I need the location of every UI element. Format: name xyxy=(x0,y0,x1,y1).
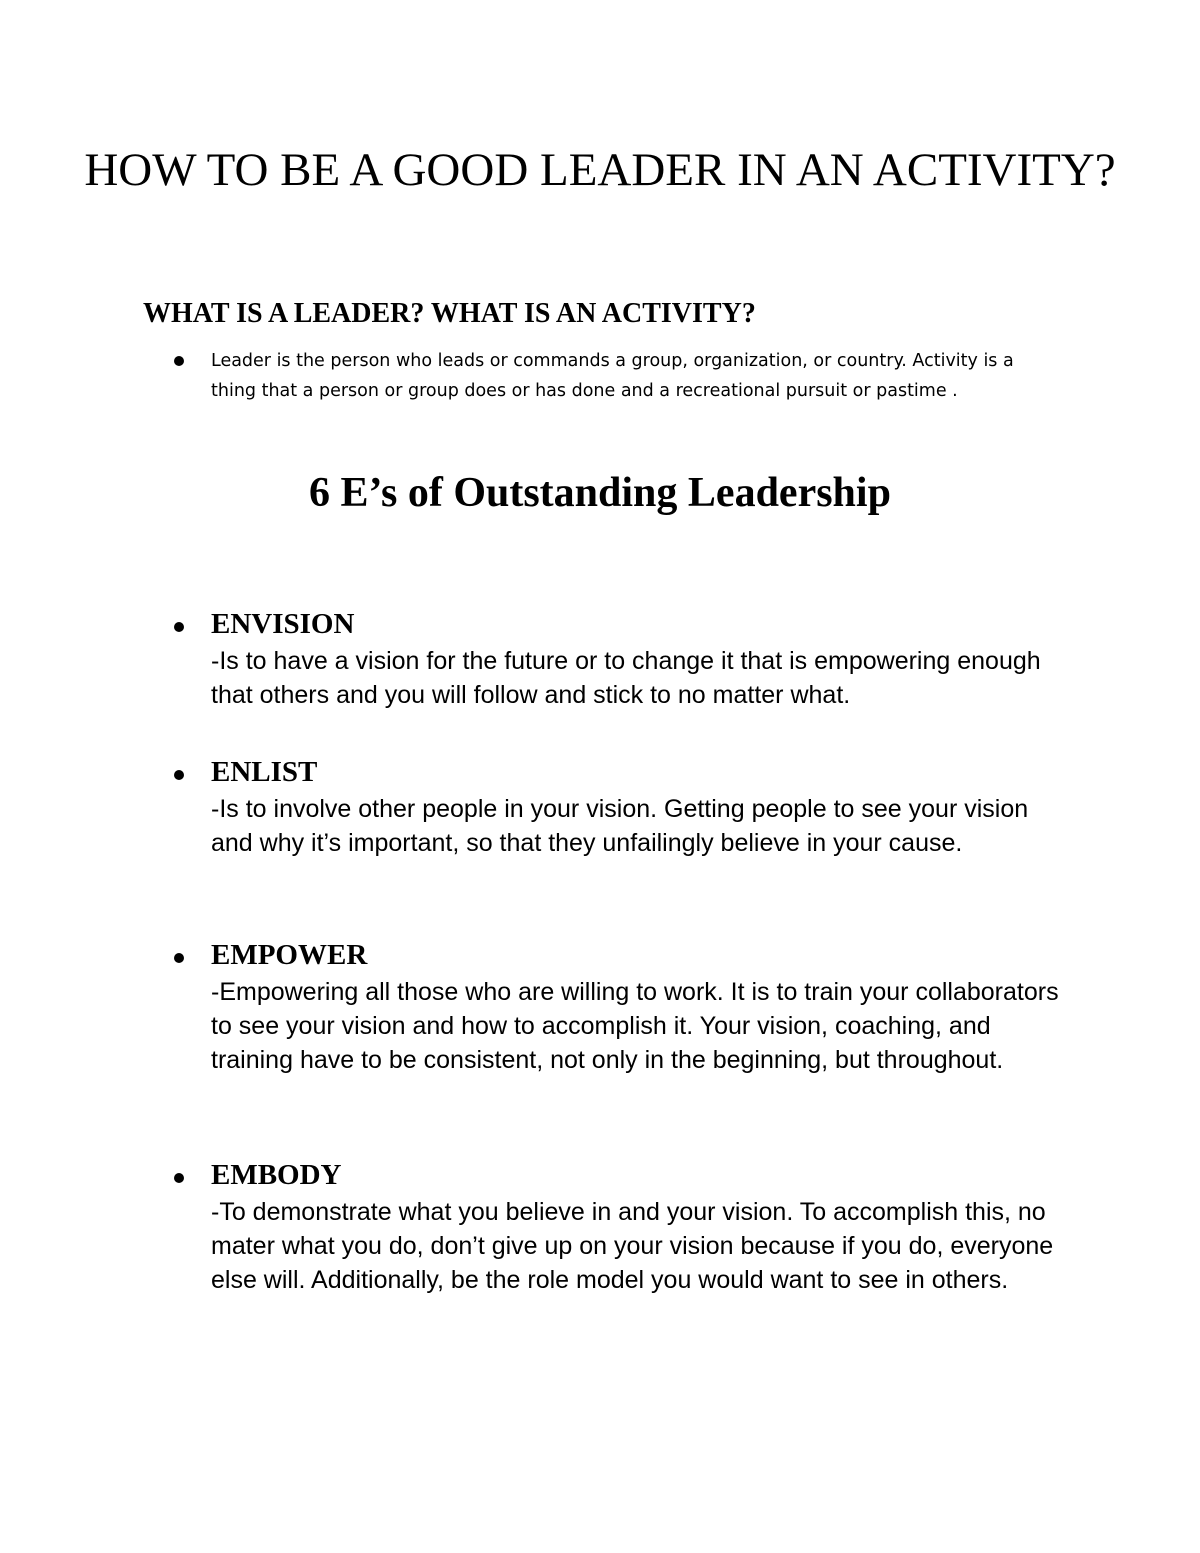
document-title: HOW TO BE A GOOD LEADER IN AN ACTIVITY? xyxy=(84,144,1116,196)
definition-text: Leader is the person who leads or commands a group, organization, or country. Activity is a thing that a person or group does or has done and a recreational pursuit or pastime . xyxy=(211,351,1014,401)
item-description: -Is to involve other people in your vision. Getting people to see your vision and why it’s important, so that they unfailingly believe in your cause. xyxy=(211,795,1029,857)
item-title: ENVISION xyxy=(211,608,355,640)
item-title: ENLIST xyxy=(211,756,318,788)
item-title: EMPOWER xyxy=(211,939,368,971)
bullet-icon xyxy=(174,622,184,632)
item-description: -Empowering all those who are willing to work. It is to train your collaborators to see your vision and how to accomplish it. Your vision, coaching, and training have to be consistent, not only in the beginning, but throughout. xyxy=(211,978,1059,1074)
section-heading: WHAT IS A LEADER? WHAT IS AN ACTIVITY? xyxy=(143,298,756,329)
bullet-icon xyxy=(174,1173,184,1183)
item-description: -Is to have a vision for the future or to change it that is empowering enough that others and you will follow and stick to no matter what. xyxy=(211,647,1041,709)
subtitle: 6 E’s of Outstanding Leadership xyxy=(309,470,891,516)
item-title: EMBODY xyxy=(211,1159,342,1191)
item-description: -To demonstrate what you believe in and your vision. To accomplish this, no mater what you do, don’t give up on your vision because if you do, everyone else will. Additionally, be the role model you would want to see in others. xyxy=(211,1198,1054,1294)
bullet-icon xyxy=(174,953,184,963)
bullet-icon xyxy=(174,356,184,366)
bullet-icon xyxy=(174,770,184,780)
